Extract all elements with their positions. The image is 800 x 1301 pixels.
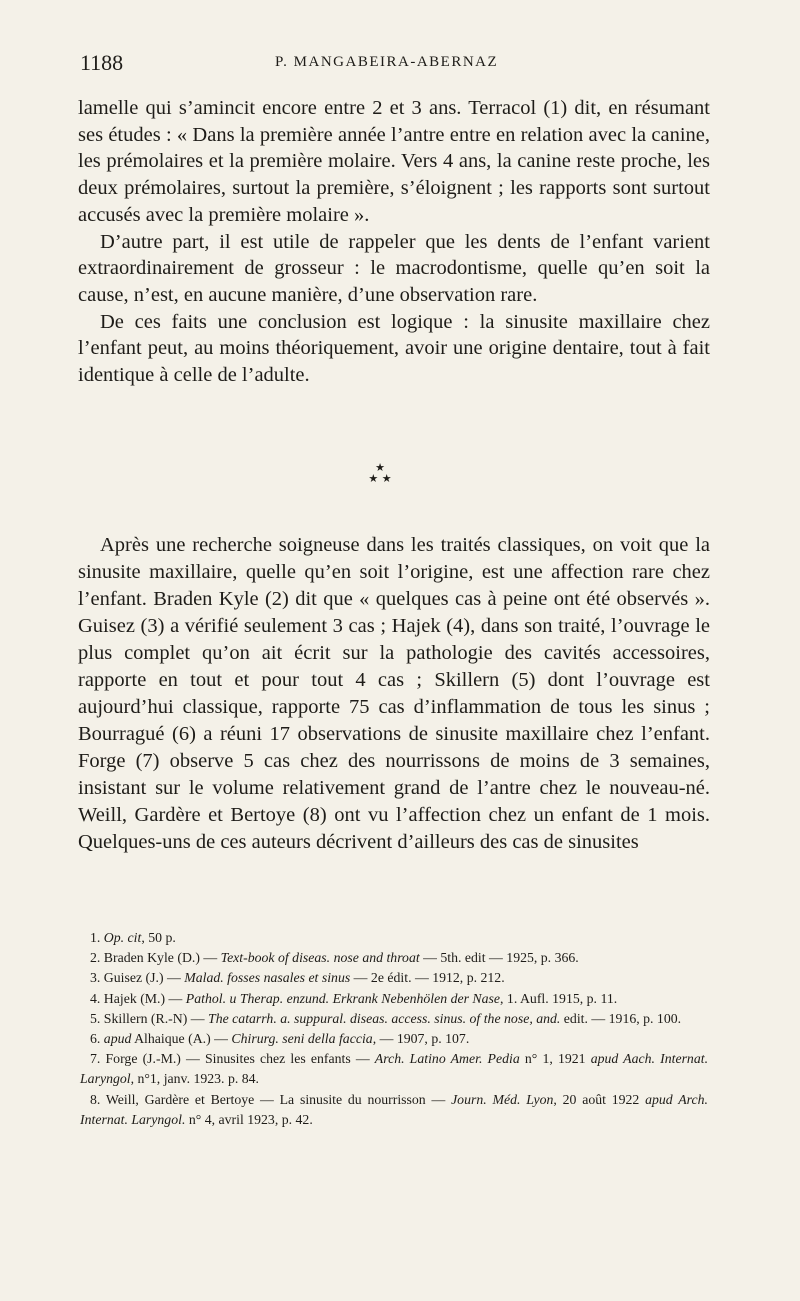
footnote-number: 3. (90, 970, 104, 986)
asterism-bottom: ★ ★ (368, 472, 392, 485)
footnote-number: 2. (90, 950, 104, 966)
footnote-8 (80, 1090, 708, 1130)
footnote-text-run: Weill, Gardère et Bertoye — La sinusite du nourrisson — (105, 1091, 452, 1107)
footnote-text-run: — 5th. edit — 1925, p. 366. (419, 950, 579, 966)
footnote-text-run: Op. cit (103, 930, 142, 945)
footnote-number: 8. (90, 1091, 106, 1107)
footnote-text-run: apud (103, 1031, 132, 1047)
footnote-text-run: — 2e édit. — 1912, p. 212. (350, 970, 505, 986)
footnote-text-run: Guisez (J.) — (103, 970, 185, 986)
footnote-text-run: Forge (J.-M.) — Sinusites chez les enfants — (105, 1051, 375, 1067)
footnote-text-run: Malad. fosses nasales et sinus (184, 970, 351, 986)
footnote-text-run: , 1. Aufl. 1915, p. 11. (500, 990, 618, 1006)
footnote-text-run: , 50 p. (141, 930, 176, 945)
footnote-text-run: n° 4, avril 1923, p. 42. (185, 1111, 313, 1127)
paragraph-2: D’autre part, il est utile de rappeler que les dents de l’enfant varient extraordinairement de grosseur : le macrodontisme, quelle qu’en soit la cause, n’est, en aucune manière, d’une observation rare. (78, 230, 710, 306)
footnote-text-run: Journ. Méd. Lyon (451, 1091, 554, 1107)
paragraph-3: De ces faits une conclusion est logique : la sinusite maxillaire chez l’enfant peut, au moins théoriquement, avoir une origine dentaire, tout à fait identique à celle de l’adulte. (78, 310, 710, 387)
footnote-1 (80, 928, 708, 948)
footnote-number: 5. (90, 1010, 104, 1026)
footnote-text-run: Skillern (R.-N) — (103, 1010, 209, 1026)
footnote-number: 1. (90, 930, 104, 945)
footnote-text-run: , — 1907, p. 107. (372, 1031, 470, 1047)
footnotes (80, 928, 708, 1130)
footnote-4 (80, 989, 708, 1009)
footnote-text-run: Hajek (M.) — (103, 990, 186, 1006)
footnote-text-run: Text-book of diseas. nose and throat (220, 950, 420, 966)
footnote-number: 7. (90, 1051, 106, 1067)
footnote-text-run: apud Aach. Internat. Laryngol (80, 1051, 709, 1087)
footnote-text-run: The catarrh. a. suppural. diseas. access. sinus. of the nose, and. (208, 1010, 561, 1026)
footnote-text-run: Chirurg. seni della faccia (231, 1031, 373, 1047)
footnote-number: 6. (90, 1031, 104, 1047)
footnote-5 (80, 1009, 708, 1029)
running-title: P. MANGABEIRA-ABERNAZ (275, 54, 499, 70)
footnote-text-run: Pathol. u Therap. enzund. Erkrank Nebenhölen der Nase (185, 990, 501, 1006)
footnote-number: 4. (90, 990, 104, 1006)
footnote-text-run: , 20 août 1922 (553, 1091, 646, 1107)
body-text (78, 95, 710, 389)
footnote-text-run: Alhaique (A.) — (131, 1031, 232, 1047)
section-2-text (78, 532, 710, 856)
asterism-top: ★ (375, 461, 385, 474)
footnote-text-run: , n°1, janv. 1923. p. 84. (130, 1071, 259, 1087)
footnote-3 (80, 968, 708, 988)
asterism-divider (350, 462, 410, 492)
footnote-2 (80, 948, 708, 968)
footnote-text-run: n° 1, 1921 (519, 1051, 591, 1067)
paragraph-4: Après une recherche soigneuse dans les traités classiques, on voit que la sinusite maxillaire, quelle qu’en soit l’origine, est une affection rare chez l’enfant. Braden Kyle (2) dit que « quelques cas à peine ont été observés ». Guisez (3) a vérifié seulement 3 cas ; Hajek (4), dans son traité, l’ouvrage le plus complet qu’on ait écrit sur la pathologie des cavités accessoires, rapporte en tout et pour tout 4 cas ; Skillern (5) dont l’ouvrage est aujourd’hui classique, rapporte 75 cas d’inflammation de tous les sinus ; Bourragué (6) a réuni 17 observations de sinusite maxillaire chez l’enfant. Forge (7) observe 5 cas chez des nourrissons de moins de 3 semaines, insistant sur le volume relativement grand de l’antre chez le nouveau-né. Weill, Gardère et Bertoye (8) ont vu l’affection chez un enfant de 1 mois. Quelques-uns de ces auteurs décrivent d’ailleurs des cas de sinusites (78, 534, 710, 853)
page-number: 1188 (80, 50, 124, 75)
running-head (80, 50, 720, 80)
paragraph-1: lamelle qui s’amincit encore entre 2 et 3 ans. Terracol (1) dit, en résumant ses études : « Dans la première année l’antre entre en relation avec la canine, les prémolaires et la première molaire. Vers 4 ans, la canine reste proche, les deux prémolaires, surtout la première, s’éloignent ; les rapports sont surtout accusés avec la première molaire ». (78, 97, 710, 226)
footnote-text-run: edit. — 1916, p. 100. (560, 1010, 682, 1026)
footnote-6 (80, 1029, 708, 1049)
footnote-text-run: apud Arch. Internat. Laryngol. (80, 1091, 708, 1127)
footnote-text-run: Braden Kyle (D.) — (103, 950, 221, 966)
footnote-7 (80, 1049, 708, 1089)
footnote-text-run: Arch. Latino Amer. Pedia (374, 1051, 520, 1067)
